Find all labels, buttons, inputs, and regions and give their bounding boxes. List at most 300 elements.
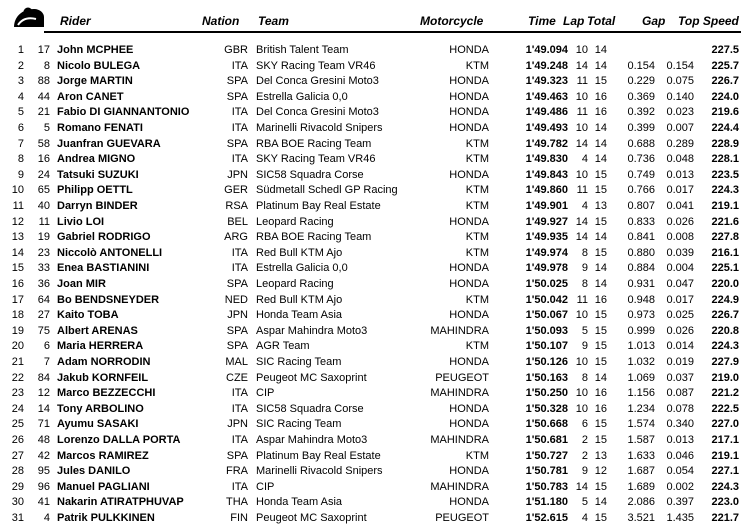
nation-cell: JPN xyxy=(227,168,248,181)
gap-previous-cell: 0.026 xyxy=(666,324,694,337)
table-row xyxy=(0,495,745,511)
lap-time-cell: 1'50.163 xyxy=(525,371,568,384)
team-cell: Estrella Galicia 0,0 xyxy=(256,90,348,103)
rider-number-cell: 4 xyxy=(43,512,50,524)
motorcycle-cell: HONDA xyxy=(449,215,489,228)
nation-cell: SPA xyxy=(226,340,248,353)
lap-cell: 10 xyxy=(575,122,588,134)
table-row xyxy=(0,59,745,75)
nation-cell: SPA xyxy=(226,278,248,290)
rider-name-cell: Lorenzo DALLA PORTA xyxy=(57,434,181,446)
total-laps-cell: 13 xyxy=(594,200,607,212)
top-speed-cell: 219.1 xyxy=(711,449,739,462)
total-laps-cell: 15 xyxy=(594,309,607,322)
gap-previous-cell: 0.048 xyxy=(666,153,694,166)
total-laps-cell: 15 xyxy=(594,434,607,446)
total-laps-cell: 14 xyxy=(594,371,607,384)
position-cell: 10 xyxy=(11,184,24,197)
motorcycle-cell: KTM xyxy=(465,246,489,259)
gap-previous-cell: 0.075 xyxy=(666,75,694,88)
gap-previous-cell: 0.041 xyxy=(666,200,694,212)
lap-cell: 10 xyxy=(575,309,588,322)
nation-cell: ITA xyxy=(231,122,248,134)
lap-time-cell: 1'50.126 xyxy=(525,356,568,368)
team-cell: SIC Racing Team xyxy=(256,356,342,368)
lap-cell: 14 xyxy=(575,231,588,244)
nation-cell: ITA xyxy=(231,434,248,446)
rider-number-cell: 24 xyxy=(37,168,50,181)
total-laps-cell: 16 xyxy=(594,293,607,306)
nation-cell: ITA xyxy=(231,480,248,493)
motorcycle-cell: HONDA xyxy=(449,44,489,56)
team-cell: Estrella Galicia 0,0 xyxy=(256,262,348,275)
rider-number-cell: 36 xyxy=(37,278,50,290)
position-cell: 9 xyxy=(17,168,24,181)
gap-previous-cell: 0.154 xyxy=(666,59,694,72)
position-cell: 23 xyxy=(11,387,24,400)
rider-name-cell: Manuel PAGLIANI xyxy=(57,480,150,493)
rider-name-cell: Nakarin ATIRATPHUVAP xyxy=(57,496,184,509)
team-cell: RBA BOE Racing Team xyxy=(256,231,372,244)
top-speed-cell: 224.3 xyxy=(711,340,739,353)
top-speed-cell: 227.9 xyxy=(711,356,739,368)
position-cell: 26 xyxy=(11,434,24,446)
total-laps-cell: 14 xyxy=(594,137,607,150)
gap-previous-cell: 0.017 xyxy=(666,184,694,197)
motorcycle-cell: KTM xyxy=(465,200,489,212)
rider-number-cell: 42 xyxy=(37,449,50,462)
gap-previous-cell: 0.047 xyxy=(666,278,694,290)
rider-name-cell: Jorge MARTIN xyxy=(57,75,133,88)
position-cell: 25 xyxy=(11,418,24,431)
header-nation: Nation xyxy=(202,14,240,28)
team-cell: Südmetall Schedl GP Racing xyxy=(256,184,398,197)
gap-cell: 0.999 xyxy=(627,324,655,337)
team-cell: Marinelli Rivacold Snipers xyxy=(256,465,383,478)
position-cell: 31 xyxy=(11,512,24,524)
lap-cell: 11 xyxy=(576,184,588,197)
top-speed-cell: 228.1 xyxy=(711,153,739,166)
rider-number-cell: 58 xyxy=(37,137,50,150)
rider-name-cell: Albert ARENAS xyxy=(57,324,138,337)
motorcycle-cell: KTM xyxy=(465,153,489,166)
position-cell: 7 xyxy=(17,137,24,150)
header-top-speed: Top Speed xyxy=(678,14,739,28)
nation-cell: FRA xyxy=(226,465,248,478)
total-laps-cell: 15 xyxy=(594,512,607,524)
total-laps-cell: 14 xyxy=(594,59,607,72)
gap-previous-cell: 0.026 xyxy=(666,215,694,228)
position-cell: 13 xyxy=(11,231,24,244)
total-laps-cell: 15 xyxy=(594,184,607,197)
table-row xyxy=(0,74,745,90)
rider-name-cell: Maria HERRERA xyxy=(57,340,144,353)
gap-previous-cell: 0.340 xyxy=(666,418,694,431)
lap-time-cell: 1'50.727 xyxy=(525,449,568,462)
nation-cell: GBR xyxy=(224,44,248,56)
top-speed-cell: 227.8 xyxy=(711,231,739,244)
gap-cell: 0.392 xyxy=(627,106,655,119)
gap-previous-cell: 0.397 xyxy=(666,496,694,509)
top-speed-cell: 227.0 xyxy=(711,418,739,431)
position-cell: 3 xyxy=(17,75,24,88)
team-cell: SKY Racing Team VR46 xyxy=(256,59,376,72)
nation-cell: ITA xyxy=(231,387,248,400)
total-laps-cell: 15 xyxy=(594,340,607,353)
gap-cell: 0.880 xyxy=(627,246,655,259)
rider-number-cell: 88 xyxy=(37,75,50,88)
total-laps-cell: 16 xyxy=(594,387,607,400)
top-speed-cell: 222.5 xyxy=(711,402,739,415)
nation-cell: ITA xyxy=(231,59,248,72)
lap-time-cell: 1'49.974 xyxy=(525,246,568,259)
gap-cell: 1.032 xyxy=(627,356,655,368)
gap-previous-cell: 0.002 xyxy=(666,480,694,493)
total-laps-cell: 14 xyxy=(594,44,607,56)
nation-cell: JPN xyxy=(227,418,248,431)
gap-cell: 0.736 xyxy=(627,153,655,166)
lap-time-cell: 1'49.978 xyxy=(525,262,568,275)
lap-time-cell: 1'50.093 xyxy=(525,324,568,337)
motorcycle-cell: HONDA xyxy=(449,278,489,290)
lap-time-cell: 1'49.830 xyxy=(525,153,568,166)
rider-number-cell: 95 xyxy=(37,465,50,478)
nation-cell: JPN xyxy=(227,309,248,322)
motorcycle-cell: HONDA xyxy=(449,309,489,322)
header-lap: Lap xyxy=(563,14,585,28)
lap-time-cell: 1'50.783 xyxy=(525,480,568,493)
lap-cell: 14 xyxy=(575,215,588,228)
team-cell: Red Bull KTM Ajo xyxy=(256,293,343,306)
nation-cell: NED xyxy=(224,293,248,306)
top-speed-cell: 221.6 xyxy=(711,215,739,228)
lap-time-cell: 1'50.067 xyxy=(525,309,568,322)
total-laps-cell: 15 xyxy=(594,418,607,431)
rider-number-cell: 27 xyxy=(37,309,50,322)
gap-cell: 1.234 xyxy=(627,402,655,415)
top-speed-cell: 228.9 xyxy=(711,137,739,150)
rider-name-cell: Bo BENDSNEYDER xyxy=(57,293,160,306)
lap-time-cell: 1'51.180 xyxy=(525,496,568,509)
top-speed-cell: 216.1 xyxy=(711,246,739,259)
gap-cell: 0.688 xyxy=(627,137,655,150)
table-row xyxy=(0,105,745,121)
lap-time-cell: 1'50.328 xyxy=(525,402,568,415)
lap-time-cell: 1'49.901 xyxy=(525,200,568,212)
lap-cell: 11 xyxy=(576,293,588,306)
top-speed-cell: 217.1 xyxy=(711,434,739,446)
table-row xyxy=(0,339,745,355)
table-row xyxy=(0,433,745,449)
position-cell: 8 xyxy=(17,153,24,166)
total-laps-cell: 15 xyxy=(594,75,607,88)
team-cell: CIP xyxy=(256,387,275,400)
rider-number-cell: 8 xyxy=(43,59,50,72)
table-row xyxy=(0,402,745,418)
rider-number-cell: 6 xyxy=(43,340,50,353)
gap-cell: 0.749 xyxy=(627,168,655,181)
gap-cell: 1.069 xyxy=(627,371,655,384)
gap-cell: 1.687 xyxy=(627,465,655,478)
gap-cell: 0.841 xyxy=(627,231,655,244)
gap-previous-cell: 0.025 xyxy=(666,309,694,322)
gap-cell: 0.807 xyxy=(627,200,655,212)
motorcycle-cell: KTM xyxy=(465,293,489,306)
team-cell: Aspar Mahindra Moto3 xyxy=(256,434,368,446)
motorcycle-cell: KTM xyxy=(465,231,489,244)
lap-cell: 8 xyxy=(581,371,588,384)
total-laps-cell: 16 xyxy=(594,90,607,103)
rider-name-cell: John MCPHEE xyxy=(57,44,134,56)
team-cell: Del Conca Gresini Moto3 xyxy=(256,106,379,119)
motorcycle-cell: MAHINDRA xyxy=(430,480,489,493)
motorcycle-cell: KTM xyxy=(465,340,489,353)
nation-cell: GER xyxy=(224,184,248,197)
gap-previous-cell: 0.140 xyxy=(666,90,694,103)
rider-number-cell: 7 xyxy=(43,356,50,368)
lap-cell: 4 xyxy=(581,200,588,212)
gap-cell: 0.833 xyxy=(627,215,655,228)
motorcycle-cell: HONDA xyxy=(449,496,489,509)
team-cell: Marinelli Rivacold Snipers xyxy=(256,122,383,134)
top-speed-cell: 224.3 xyxy=(711,480,739,493)
position-cell: 22 xyxy=(11,371,24,384)
lap-time-cell: 1'50.668 xyxy=(525,418,568,431)
gap-previous-cell: 0.008 xyxy=(666,231,694,244)
gap-cell: 0.931 xyxy=(627,278,655,290)
gap-cell: 1.587 xyxy=(627,434,655,446)
top-speed-cell: 224.3 xyxy=(711,184,739,197)
top-speed-cell: 226.7 xyxy=(711,309,739,322)
gap-cell: 0.399 xyxy=(627,122,655,134)
rider-name-cell: Niccolò ANTONELLI xyxy=(57,246,163,259)
nation-cell: FIN xyxy=(230,512,248,524)
nation-cell: SPA xyxy=(226,137,248,150)
lap-cell: 8 xyxy=(581,278,588,290)
rider-name-cell: Patrik PULKKINEN xyxy=(57,512,155,524)
gap-previous-cell: 0.019 xyxy=(666,356,694,368)
gap-previous-cell: 0.054 xyxy=(666,465,694,478)
position-cell: 18 xyxy=(11,309,24,322)
position-cell: 4 xyxy=(17,90,24,103)
nation-cell: SPA xyxy=(226,449,248,462)
gap-previous-cell: 0.023 xyxy=(666,106,694,119)
top-speed-cell: 221.2 xyxy=(711,387,739,400)
lap-time-cell: 1'49.935 xyxy=(525,231,568,244)
table-row xyxy=(0,215,745,231)
lap-cell: 14 xyxy=(575,480,588,493)
nation-cell: ITA xyxy=(231,153,248,166)
motorcycle-cell: HONDA xyxy=(449,106,489,119)
header-rider: Rider xyxy=(60,14,91,28)
gap-cell: 0.229 xyxy=(627,75,655,88)
table-row xyxy=(0,417,745,433)
gap-previous-cell: 0.004 xyxy=(666,262,694,275)
position-cell: 28 xyxy=(11,465,24,478)
rider-number-cell: 17 xyxy=(37,44,50,56)
lap-cell: 11 xyxy=(576,106,588,119)
nation-cell: ARG xyxy=(224,231,248,244)
motorcycle-cell: HONDA xyxy=(449,402,489,415)
table-row xyxy=(0,230,745,246)
total-laps-cell: 13 xyxy=(594,449,607,462)
lap-time-cell: 1'49.782 xyxy=(525,137,568,150)
nation-cell: BEL xyxy=(227,215,248,228)
lap-time-cell: 1'50.107 xyxy=(525,340,568,353)
gap-cell: 1.574 xyxy=(627,418,655,431)
position-cell: 21 xyxy=(11,356,24,368)
rider-name-cell: Fabio DI GIANNANTONIO xyxy=(57,106,190,119)
nation-cell: ITA xyxy=(231,106,248,119)
lap-time-cell: 1'50.250 xyxy=(525,387,568,400)
motorcycle-cell: PEUGEOT xyxy=(435,371,489,384)
total-laps-cell: 15 xyxy=(594,324,607,337)
top-speed-cell: 224.9 xyxy=(711,293,739,306)
header-time: Time xyxy=(528,14,556,28)
motorcycle-rider-icon xyxy=(4,5,46,31)
rider-name-cell: Juanfran GUEVARA xyxy=(57,137,161,150)
rider-number-cell: 23 xyxy=(37,246,50,259)
gap-cell: 0.766 xyxy=(627,184,655,197)
rider-name-cell: Tony ARBOLINO xyxy=(57,402,144,415)
lap-cell: 2 xyxy=(581,449,588,462)
table-row xyxy=(0,480,745,496)
total-laps-cell: 14 xyxy=(594,153,607,166)
lap-cell: 11 xyxy=(576,75,588,88)
rider-name-cell: Ayumu SASAKI xyxy=(57,418,139,431)
gap-previous-cell: 0.039 xyxy=(666,246,694,259)
lap-cell: 9 xyxy=(581,262,588,275)
top-speed-cell: 219.0 xyxy=(711,371,739,384)
gap-cell: 0.884 xyxy=(627,262,655,275)
team-cell: SKY Racing Team VR46 xyxy=(256,153,376,166)
total-laps-cell: 15 xyxy=(594,246,607,259)
lap-time-cell: 1'50.681 xyxy=(525,434,568,446)
rider-number-cell: 71 xyxy=(37,418,50,431)
team-cell: Aspar Mahindra Moto3 xyxy=(256,324,368,337)
top-speed-cell: 224.0 xyxy=(711,90,739,103)
position-cell: 17 xyxy=(11,293,24,306)
header-motorcycle: Motorcycle xyxy=(420,14,484,28)
table-row xyxy=(0,168,745,184)
total-laps-cell: 15 xyxy=(594,215,607,228)
rider-name-cell: Marco BEZZECCHI xyxy=(57,387,156,400)
team-cell: Honda Team Asia xyxy=(256,309,343,322)
total-laps-cell: 15 xyxy=(594,356,607,368)
lap-cell: 10 xyxy=(575,356,588,368)
team-cell: Del Conca Gresini Moto3 xyxy=(256,75,379,88)
rider-name-cell: Adam NORRODIN xyxy=(57,356,151,368)
rider-number-cell: 16 xyxy=(37,153,50,166)
total-laps-cell: 14 xyxy=(594,231,607,244)
rider-number-cell: 21 xyxy=(37,106,50,119)
gap-cell: 1.689 xyxy=(627,480,655,493)
motorcycle-cell: KTM xyxy=(465,184,489,197)
rider-number-cell: 64 xyxy=(37,293,50,306)
lap-time-cell: 1'50.042 xyxy=(525,293,568,306)
table-row xyxy=(0,183,745,199)
team-cell: SIC Racing Team xyxy=(256,418,342,431)
lap-time-cell: 1'52.615 xyxy=(525,512,568,524)
gap-previous-cell: 0.017 xyxy=(666,293,694,306)
top-speed-cell: 219.1 xyxy=(711,200,739,212)
gap-previous-cell: 0.013 xyxy=(666,168,694,181)
header-total: Total xyxy=(587,14,616,28)
team-cell: Platinum Bay Real Estate xyxy=(256,200,381,212)
rider-name-cell: Kaito TOBA xyxy=(57,309,119,322)
gap-previous-cell: 0.037 xyxy=(666,371,694,384)
rider-number-cell: 19 xyxy=(37,231,50,244)
lap-cell: 5 xyxy=(581,324,588,337)
total-laps-cell: 15 xyxy=(594,168,607,181)
nation-cell: ITA xyxy=(231,262,248,275)
team-cell: Peugeot MC Saxoprint xyxy=(256,371,367,384)
position-cell: 20 xyxy=(11,340,24,353)
gap-cell: 0.948 xyxy=(627,293,655,306)
gap-previous-cell: 1.435 xyxy=(666,512,694,524)
rider-name-cell: Jules DANILO xyxy=(57,465,131,478)
rider-number-cell: 96 xyxy=(37,480,50,493)
table-row xyxy=(0,308,745,324)
position-cell: 5 xyxy=(17,106,24,119)
table-header xyxy=(0,0,745,34)
lap-time-cell: 1'50.781 xyxy=(525,465,568,478)
nation-cell: CZE xyxy=(226,371,248,384)
table-row xyxy=(0,121,745,137)
position-cell: 16 xyxy=(11,278,24,290)
table-row xyxy=(0,324,745,340)
team-cell: British Talent Team xyxy=(256,44,349,56)
rider-name-cell: Gabriel RODRIGO xyxy=(57,231,151,244)
motorcycle-cell: HONDA xyxy=(449,168,489,181)
top-speed-cell: 225.1 xyxy=(711,262,739,275)
gap-previous-cell: 0.007 xyxy=(666,122,694,134)
top-speed-cell: 219.6 xyxy=(711,106,739,119)
position-cell: 30 xyxy=(11,496,24,509)
top-speed-cell: 223.5 xyxy=(711,168,739,181)
gap-previous-cell: 0.078 xyxy=(666,402,694,415)
nation-cell: ITA xyxy=(231,246,248,259)
lap-time-cell: 1'49.486 xyxy=(525,106,568,119)
top-speed-cell: 220.8 xyxy=(711,324,739,337)
table-row xyxy=(0,261,745,277)
rider-number-cell: 33 xyxy=(37,262,50,275)
lap-time-cell: 1'49.248 xyxy=(525,59,568,72)
lap-cell: 14 xyxy=(575,59,588,72)
position-cell: 15 xyxy=(11,262,24,275)
top-speed-cell: 226.7 xyxy=(711,75,739,88)
position-cell: 6 xyxy=(17,122,24,134)
lap-cell: 14 xyxy=(575,137,588,150)
table-row xyxy=(0,464,745,480)
lap-cell: 9 xyxy=(581,465,588,478)
position-cell: 11 xyxy=(12,200,24,212)
lap-time-cell: 1'49.860 xyxy=(525,184,568,197)
lap-time-cell: 1'49.323 xyxy=(525,75,568,88)
rider-number-cell: 14 xyxy=(37,402,50,415)
top-speed-cell: 221.7 xyxy=(711,512,739,524)
gap-cell: 0.154 xyxy=(627,59,655,72)
table-row xyxy=(0,511,745,527)
header-gap: Gap xyxy=(642,14,666,28)
team-cell: RBA BOE Racing Team xyxy=(256,137,372,150)
nation-cell: SPA xyxy=(226,75,248,88)
motorcycle-cell: PEUGEOT xyxy=(435,512,489,524)
total-laps-cell: 16 xyxy=(594,402,607,415)
lap-cell: 10 xyxy=(575,387,588,400)
total-laps-cell: 12 xyxy=(594,465,607,478)
lap-cell: 2 xyxy=(581,434,588,446)
